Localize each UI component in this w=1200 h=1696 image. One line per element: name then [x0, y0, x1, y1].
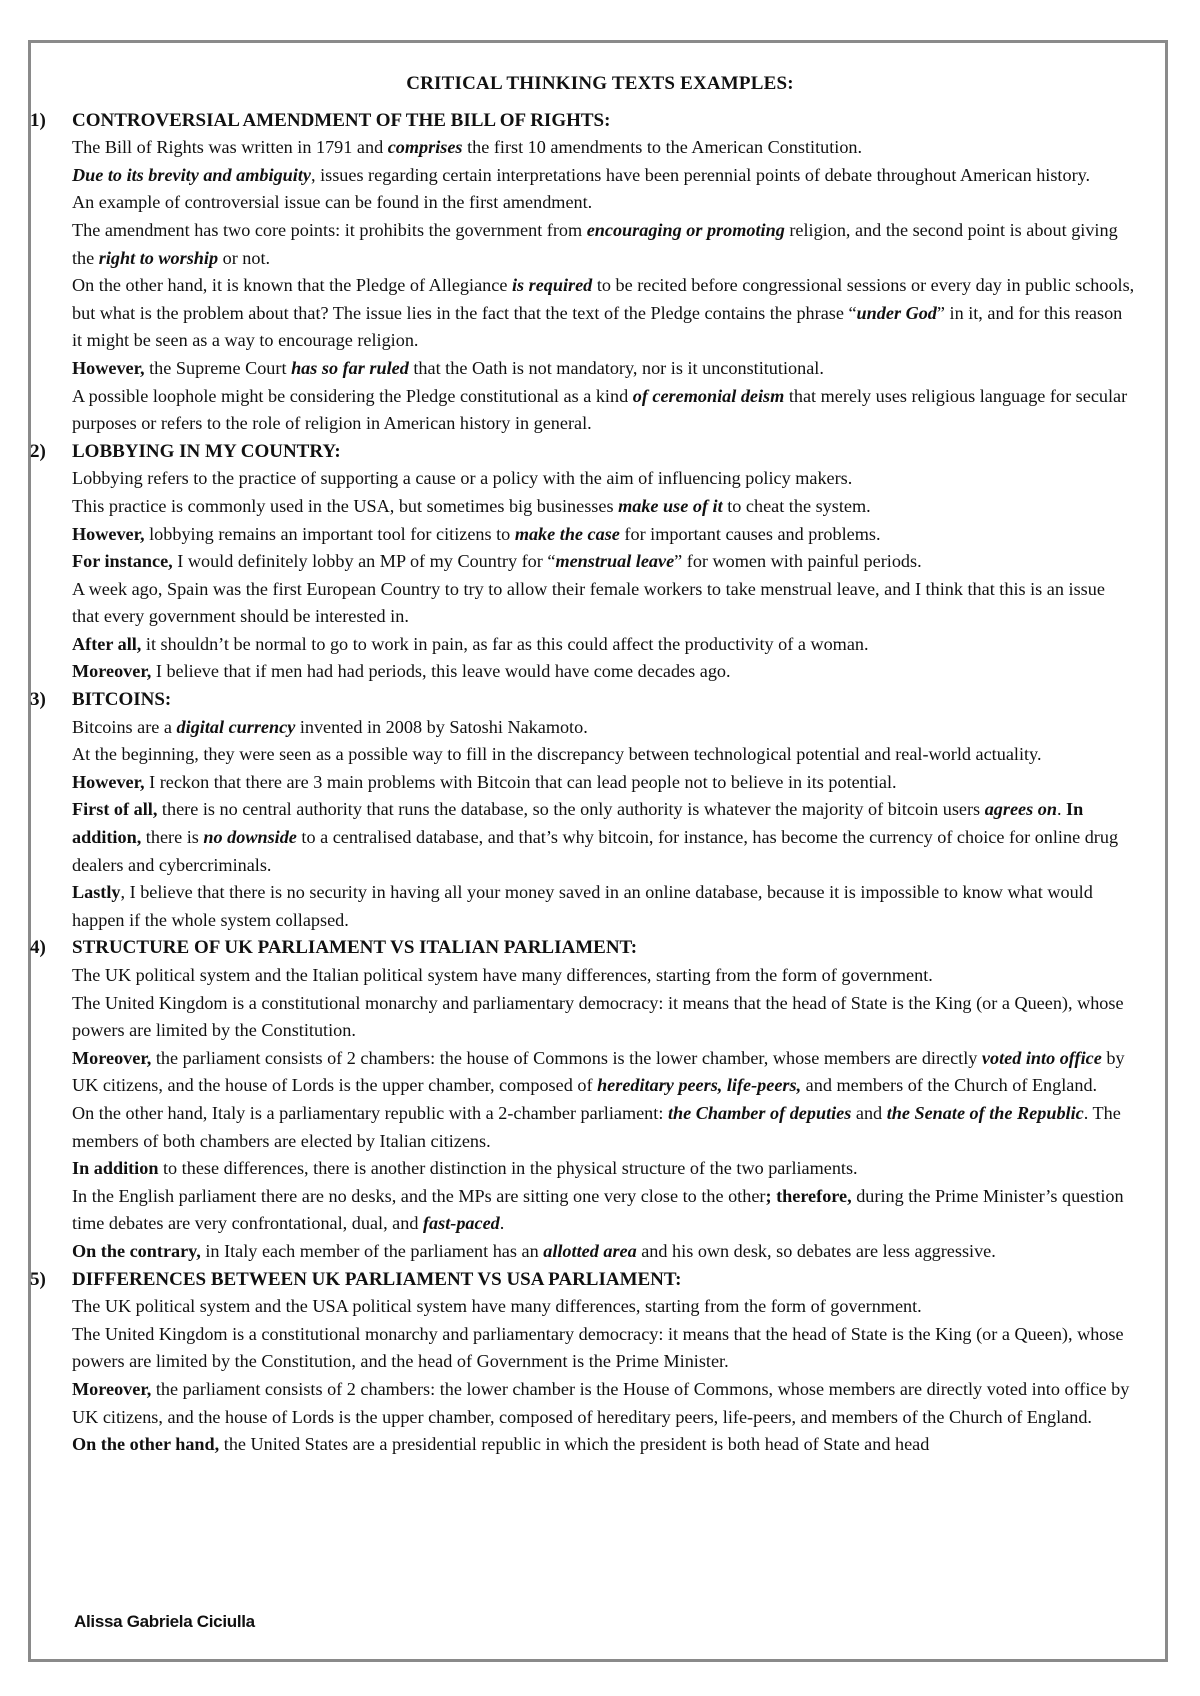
- section-heading: [30, 686, 1170, 714]
- paragraph: At the beginning, they were seen as a possible way to fill in the discrepancy between technological potential and real-world actuality.: [72, 744, 1042, 765]
- section-heading-text: CONTROVERSIAL AMENDMENT OF THE BILL OF RIGHTS:: [72, 109, 611, 131]
- paragraph: Bitcoins are a digital currency invented in 2008 by Satoshi Nakamoto.: [72, 716, 588, 737]
- paragraph: A possible loophole might be considering the Pledge constitutional as a kind of ceremonial deism that merely uses religious language for secular purposes or refers to the role of religion in American history in general.: [72, 385, 1128, 434]
- document-body: [30, 70, 1170, 1459]
- section-heading-text: LOBBYING IN MY COUNTRY:: [72, 440, 341, 462]
- paragraph: The United Kingdom is a constitutional monarchy and parliamentary democracy: it means that the head of State is the King (or a Queen), whose powers are limited by the Constitution, and the head of Government is the Prime Minister.: [72, 1323, 1124, 1372]
- paragraph: This practice is commonly used in the USA, but sometimes big businesses make use of it to cheat the system.: [72, 495, 871, 516]
- paragraph: An example of controversial issue can be found in the first amendment.: [72, 192, 593, 213]
- section-heading-text: BITCOINS:: [72, 689, 172, 711]
- section-heading-text: STRUCTURE OF UK PARLIAMENT VS ITALIAN PARLIAMENT:: [72, 937, 638, 959]
- paragraph: First of all, there is no central authority that runs the database, so the only authority is whatever the majority of bitcoin users agrees on. In addition, there is no downside to a centralised database, and that’s why bitcoin, for instance, has become the currency of choice for online drug dealers and cybercriminals.: [72, 799, 1119, 875]
- paragraph: A week ago, Spain was the first European Country to try to allow their female workers to take menstrual leave, and I think that this is an issue that every government should be interested in.: [72, 578, 1105, 627]
- paragraph: However, lobbying remains an important tool for citizens to make the case for important causes and problems.: [72, 523, 881, 544]
- paragraph: On the other hand, the United States are a presidential republic in which the president is both head of State and head: [72, 1434, 930, 1455]
- paragraph: The United Kingdom is a constitutional monarchy and parliamentary democracy: it means that the head of State is the King (or a Queen), whose powers are limited by the Constitution.: [72, 992, 1124, 1041]
- section-heading: [30, 107, 1170, 135]
- document-title: CRITICAL THINKING TEXTS EXAMPLES:: [406, 73, 794, 94]
- paragraph: However, the Supreme Court has so far ruled that the Oath is not mandatory, nor is it unconstitutional.: [72, 357, 824, 378]
- paragraph: The Bill of Rights was written in 1791 and comprises the first 10 amendments to the American Constitution.: [72, 137, 863, 158]
- paragraph: In addition to these differences, there is another distinction in the physical structure of the two parliaments.: [72, 1158, 858, 1179]
- paragraph: The amendment has two core points: it prohibits the government from encouraging or promoting religion, and the second point is about giving the right to worship or not.: [72, 219, 1118, 268]
- paragraph: Lastly, I believe that there is no security in having all your money saved in an online database, because it is impossible to know what would happen if the whole system collapsed.: [72, 882, 1093, 930]
- sections-container: [30, 107, 1170, 1459]
- section-4: [30, 934, 1170, 1265]
- paragraph: Due to its brevity and ambiguity, issues regarding certain interpretations have been perennial points of debate throughout American history.: [72, 164, 1091, 185]
- section-number: 3): [30, 689, 46, 711]
- paragraph: On the contrary, in Italy each member of the parliament has an allotted area and his own desk, so debates are less aggressive.: [72, 1240, 996, 1261]
- section-1: [30, 107, 1170, 438]
- paragraph: In the English parliament there are no desks, and the MPs are sitting one very close to the other; therefore, during the Prime Minister’s question time debates are very confrontational, dual, and fast-paced.: [72, 1185, 1124, 1234]
- paragraph: On the other hand, it is known that the Pledge of Allegiance is required to be recited before congressional sessions or every day in public schools, but what is the problem about that? The issue lies in the fact that the text of the Pledge contains the phrase “under God” in it, and for this reason it might be seen as a way to encourage religion.: [72, 275, 1135, 351]
- paragraph: Lobbying refers to the practice of supporting a cause or a policy with the aim of influencing policy makers.: [72, 468, 853, 489]
- paragraph: The UK political system and the Italian political system have many differences, starting from the form of government.: [72, 965, 933, 985]
- section-number: 5): [30, 1268, 46, 1290]
- section-heading-text: DIFFERENCES BETWEEN UK PARLIAMENT VS USA PARLIAMENT:: [72, 1268, 682, 1290]
- paragraph: For instance, I would definitely lobby an MP of my Country for “menstrual leave” for women with painful periods.: [72, 551, 922, 572]
- section-body: [72, 1293, 1170, 1459]
- paragraph: Moreover, I believe that if men had had periods, this leave would have come decades ago.: [72, 661, 731, 682]
- paragraph: On the other hand, Italy is a parliamentary republic with a 2-chamber parliament: the Chamber of deputies and the Senate of the Republic. The members of both chambers are elected by Italian citizens.: [72, 1102, 1121, 1151]
- paragraph: Moreover, the parliament consists of 2 chambers: the house of Commons is the lower chamber, whose members are directly voted into office by UK citizens, and the house of Lords is the upper chamber, composed of hereditary peers, life-peers, and members of the Church of England.: [72, 1047, 1125, 1096]
- paragraph: However, I reckon that there are 3 main problems with Bitcoin that can lead people not to believe in its potential.: [72, 771, 897, 792]
- paragraph: Moreover, the parliament consists of 2 chambers: the lower chamber is the House of Commons, whose members are directly voted into office by UK citizens, and the house of Lords is the upper chamber, composed of hereditary peers, life-peers, and members of the Church of England.: [72, 1378, 1130, 1427]
- section-number: 4): [30, 937, 46, 959]
- section-3: [30, 686, 1170, 934]
- author-name: Alissa Gabriela Ciciulla: [74, 1612, 255, 1631]
- paragraph: The UK political system and the USA political system have many differences, starting from the form of government.: [72, 1296, 922, 1317]
- section-heading: [30, 934, 1170, 962]
- section-heading: [30, 1266, 1170, 1294]
- section-body: [72, 134, 1170, 438]
- section-5: [30, 1266, 1170, 1459]
- section-number: 2): [30, 440, 46, 462]
- section-2: [30, 438, 1170, 686]
- section-body: [72, 962, 1170, 1266]
- paragraph: After all, it shouldn’t be normal to go to work in pain, as far as this could affect the productivity of a woman.: [72, 633, 869, 654]
- section-body: [72, 714, 1170, 935]
- section-number: 1): [30, 109, 46, 131]
- section-heading: [30, 438, 1170, 466]
- section-body: [72, 465, 1170, 686]
